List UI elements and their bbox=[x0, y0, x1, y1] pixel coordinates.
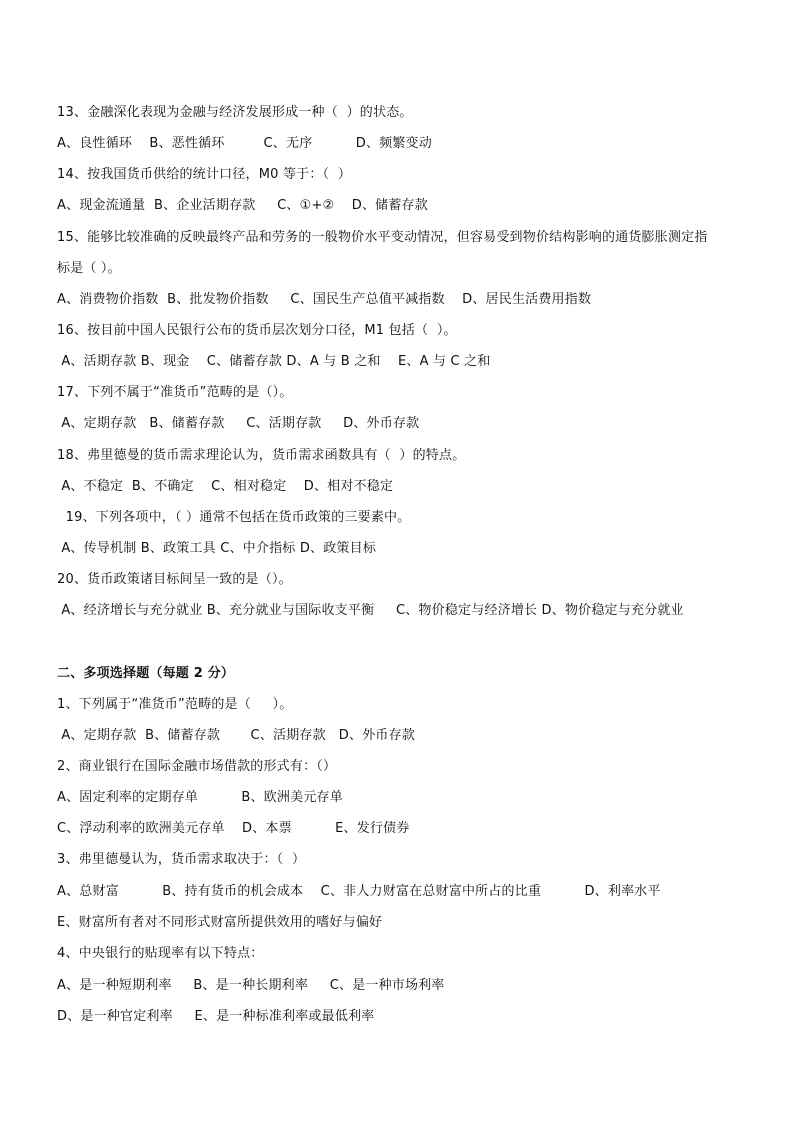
question-16-options: A、活期存款 B、现金 C、储蓄存款 D、A 与 B 之和 E、A 与 C 之和 bbox=[57, 354, 491, 369]
question-18-options: A、不稳定 B、不确定 C、相对稳定 D、相对不稳定 bbox=[57, 479, 394, 494]
question-15-continued: 标是（ ）。 bbox=[57, 261, 121, 276]
mc-question-3-options-2: E、财富所有者对不同形式财富所提供效用的嗜好与偏好 bbox=[57, 915, 383, 930]
question-18: 18、弗里德曼的货币需求理论认为，货币需求函数具有（ ）的特点。 bbox=[57, 448, 466, 463]
question-14: 14、按我国货币供给的统计口径，M0 等于：（ ） bbox=[57, 167, 352, 182]
question-15: 15、能够比较准确的反映最终产品和劳务的一般物价水平变动情况，但容易受到物价结构影响的通货膨胀测定指 bbox=[57, 230, 708, 245]
mc-question-4-options-1: A、是一种短期利率 B、是一种长期利率 C、是一种市场利率 bbox=[57, 978, 445, 993]
mc-question-4-options-2: D、是一种官定利率 E、是一种标准利率或最低利率 bbox=[57, 1009, 375, 1024]
mc-question-3: 3、弗里德曼认为，货币需求取决于：（ ） bbox=[57, 852, 306, 867]
question-16: 16、按目前中国人民银行公布的货币层次划分口径，M1 包括（ ）。 bbox=[57, 323, 457, 338]
mc-question-2: 2、商业银行在国际金融市场借款的形式有：（） bbox=[57, 759, 337, 774]
mc-question-1-options: A、定期存款 B、储蓄存款 C、活期存款 D、外币存款 bbox=[57, 728, 416, 743]
question-14-options: A、现金流通量 B、企业活期存款 C、①+② D、储蓄存款 bbox=[57, 198, 428, 213]
question-15-options: A、消费物价指数 B、批发物价指数 C、国民生产总值平减指数 D、居民生活费用指数 bbox=[57, 292, 592, 307]
question-13: 13、金融深化表现为金融与经济发展形成一种（ ）的状态。 bbox=[57, 105, 413, 120]
question-19: 19、下列各项中，（ ）通常不包括在货币政策的三要素中。 bbox=[57, 510, 411, 525]
mc-question-3-options-1: A、总财富 B、持有货币的机会成本 C、非人力财富在总财富中所占的比重 D、利率水平 bbox=[57, 884, 661, 899]
mc-question-4: 4、中央银行的贴现率有以下特点： bbox=[57, 946, 264, 961]
question-20: 20、货币政策诸目标间呈一致的是（）。 bbox=[57, 572, 292, 587]
question-19-options: A、传导机制 B、政策工具 C、中介指标 D、政策目标 bbox=[57, 541, 377, 556]
mc-question-2-options-2: C、浮动利率的欧洲美元存单 D、本票 E、发行债券 bbox=[57, 821, 410, 836]
mc-question-1: 1、下列属于“准货币”范畴的是（ ）。 bbox=[57, 697, 293, 712]
question-13-options: A、良性循环 B、恶性循环 C、无序 D、频繁变动 bbox=[57, 136, 432, 151]
mc-question-2-options-1: A、固定利率的定期存单 B、欧洲美元存单 bbox=[57, 790, 343, 805]
section-heading-multiple-choice: 二、多项选择题（每题 2 分） bbox=[57, 666, 235, 681]
question-17: 17、下列不属于“准货币”范畴的是（）。 bbox=[57, 385, 293, 400]
question-17-options: A、定期存款 B、储蓄存款 C、活期存款 D、外币存款 bbox=[57, 416, 420, 431]
question-20-options: A、经济增长与充分就业 B、充分就业与国际收支平衡 C、物价稳定与经济增长 D、物价稳定与充分就业 bbox=[57, 603, 684, 618]
